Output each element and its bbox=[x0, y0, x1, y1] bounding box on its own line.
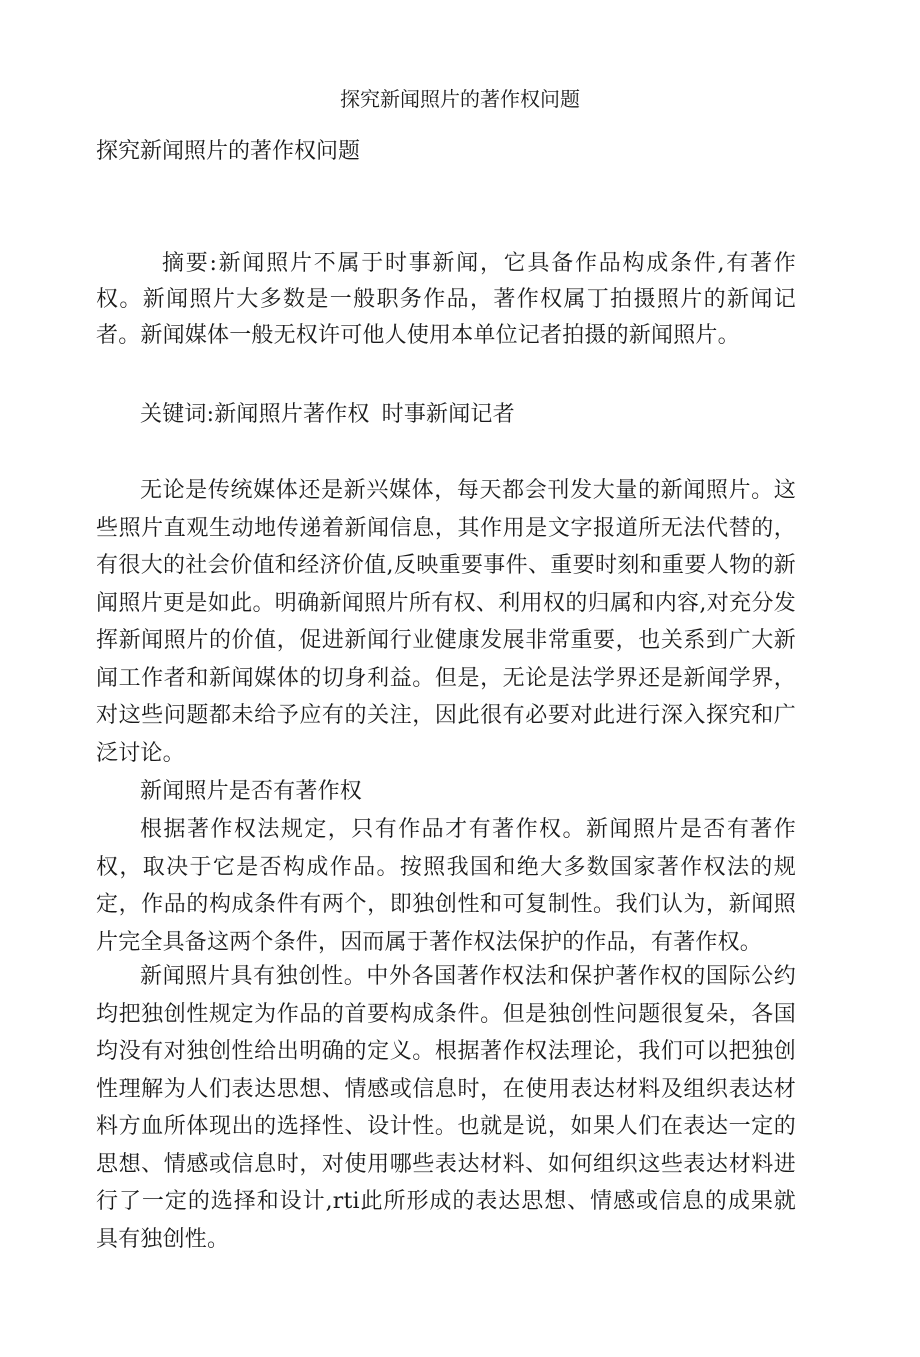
body-paragraph-3: 新闻照片具有独创性。中外各国著作权法和保护著作权的国际公约均把独创性规定为作品的首要构成条件。但是独创性问题很复朵，各国均没有对独创性给出明确的定义。根据著作权法理论，我们可以把独创性理解为人们表达思想、情感或信息时，在使用表达材料及组织表达材料方血所体现出的选择性、设计性。也就是说，如果人们在表达一定的思想、情感或信息时，对使用哪些表达材料、如何组织这些表达材料进行了一定的选择和设计,rti此所形成的表达思想、情感或信息的成果就具有独创性。 bbox=[96, 964, 796, 1252]
abstract-paragraph bbox=[96, 246, 796, 354]
keyword-1: 新闻照片著作权 bbox=[214, 402, 370, 427]
document-subtitle: 探究新闻照片的著作权问题 bbox=[96, 139, 361, 164]
keyword-2: 时事新闻记者 bbox=[381, 402, 515, 427]
section-heading: 新闻照片是否有著作权 bbox=[140, 779, 363, 804]
abstract-label: 摘要: bbox=[162, 251, 218, 276]
keywords-label: 关键词: bbox=[140, 402, 215, 427]
intro-paragraph: 无论是传统媒体还是新兴媒体，每天都会刊发大量的新闻照片。这些照片直观生动地传递着新闻信息，其作用是文字报道所无法代替的，有很大的社会价值和经济价值,反映重要事件、重要时刻和重要人物的新闻照片更是如此。明确新闻照片所有权、利用权的归属和内容,对充分发挥新闻照片的价值，促进新闻行业健康发展非常重要，也关系到广大新闻工作者和新闻媒体的切身利益。但是，无论是法学界还是新闻学界，对这些问题都未给予应有的关注，因此很有必要对此进行深入探究和广泛讨论。 bbox=[96, 478, 796, 766]
document-title: 探究新闻照片的著作权问题 bbox=[340, 87, 580, 111]
keywords-paragraph bbox=[96, 396, 796, 434]
abstract-text: 新闻照片不属于时事新闻，它具备作品构成条件,有著作权。新闻照片大多数是一般职务作品，著作权属丁拍摄照片的新闻记者。新闻媒体一般无权许可他人使用本单位记者拍摄的新闻照片。 bbox=[96, 251, 796, 348]
body-paragraph-2: 根据著作权法规定，只有作品才有著作权。新闻照片是否有著作权，取决于它是否构成作品。按照我国和绝大多数国家著作权法的规定，作品的构成条件有两个，即独创性和可复制性。我们认为，新闻照片完全具备这两个条件，因而属于著作权法保护的作品，有著作权。 bbox=[96, 817, 796, 955]
